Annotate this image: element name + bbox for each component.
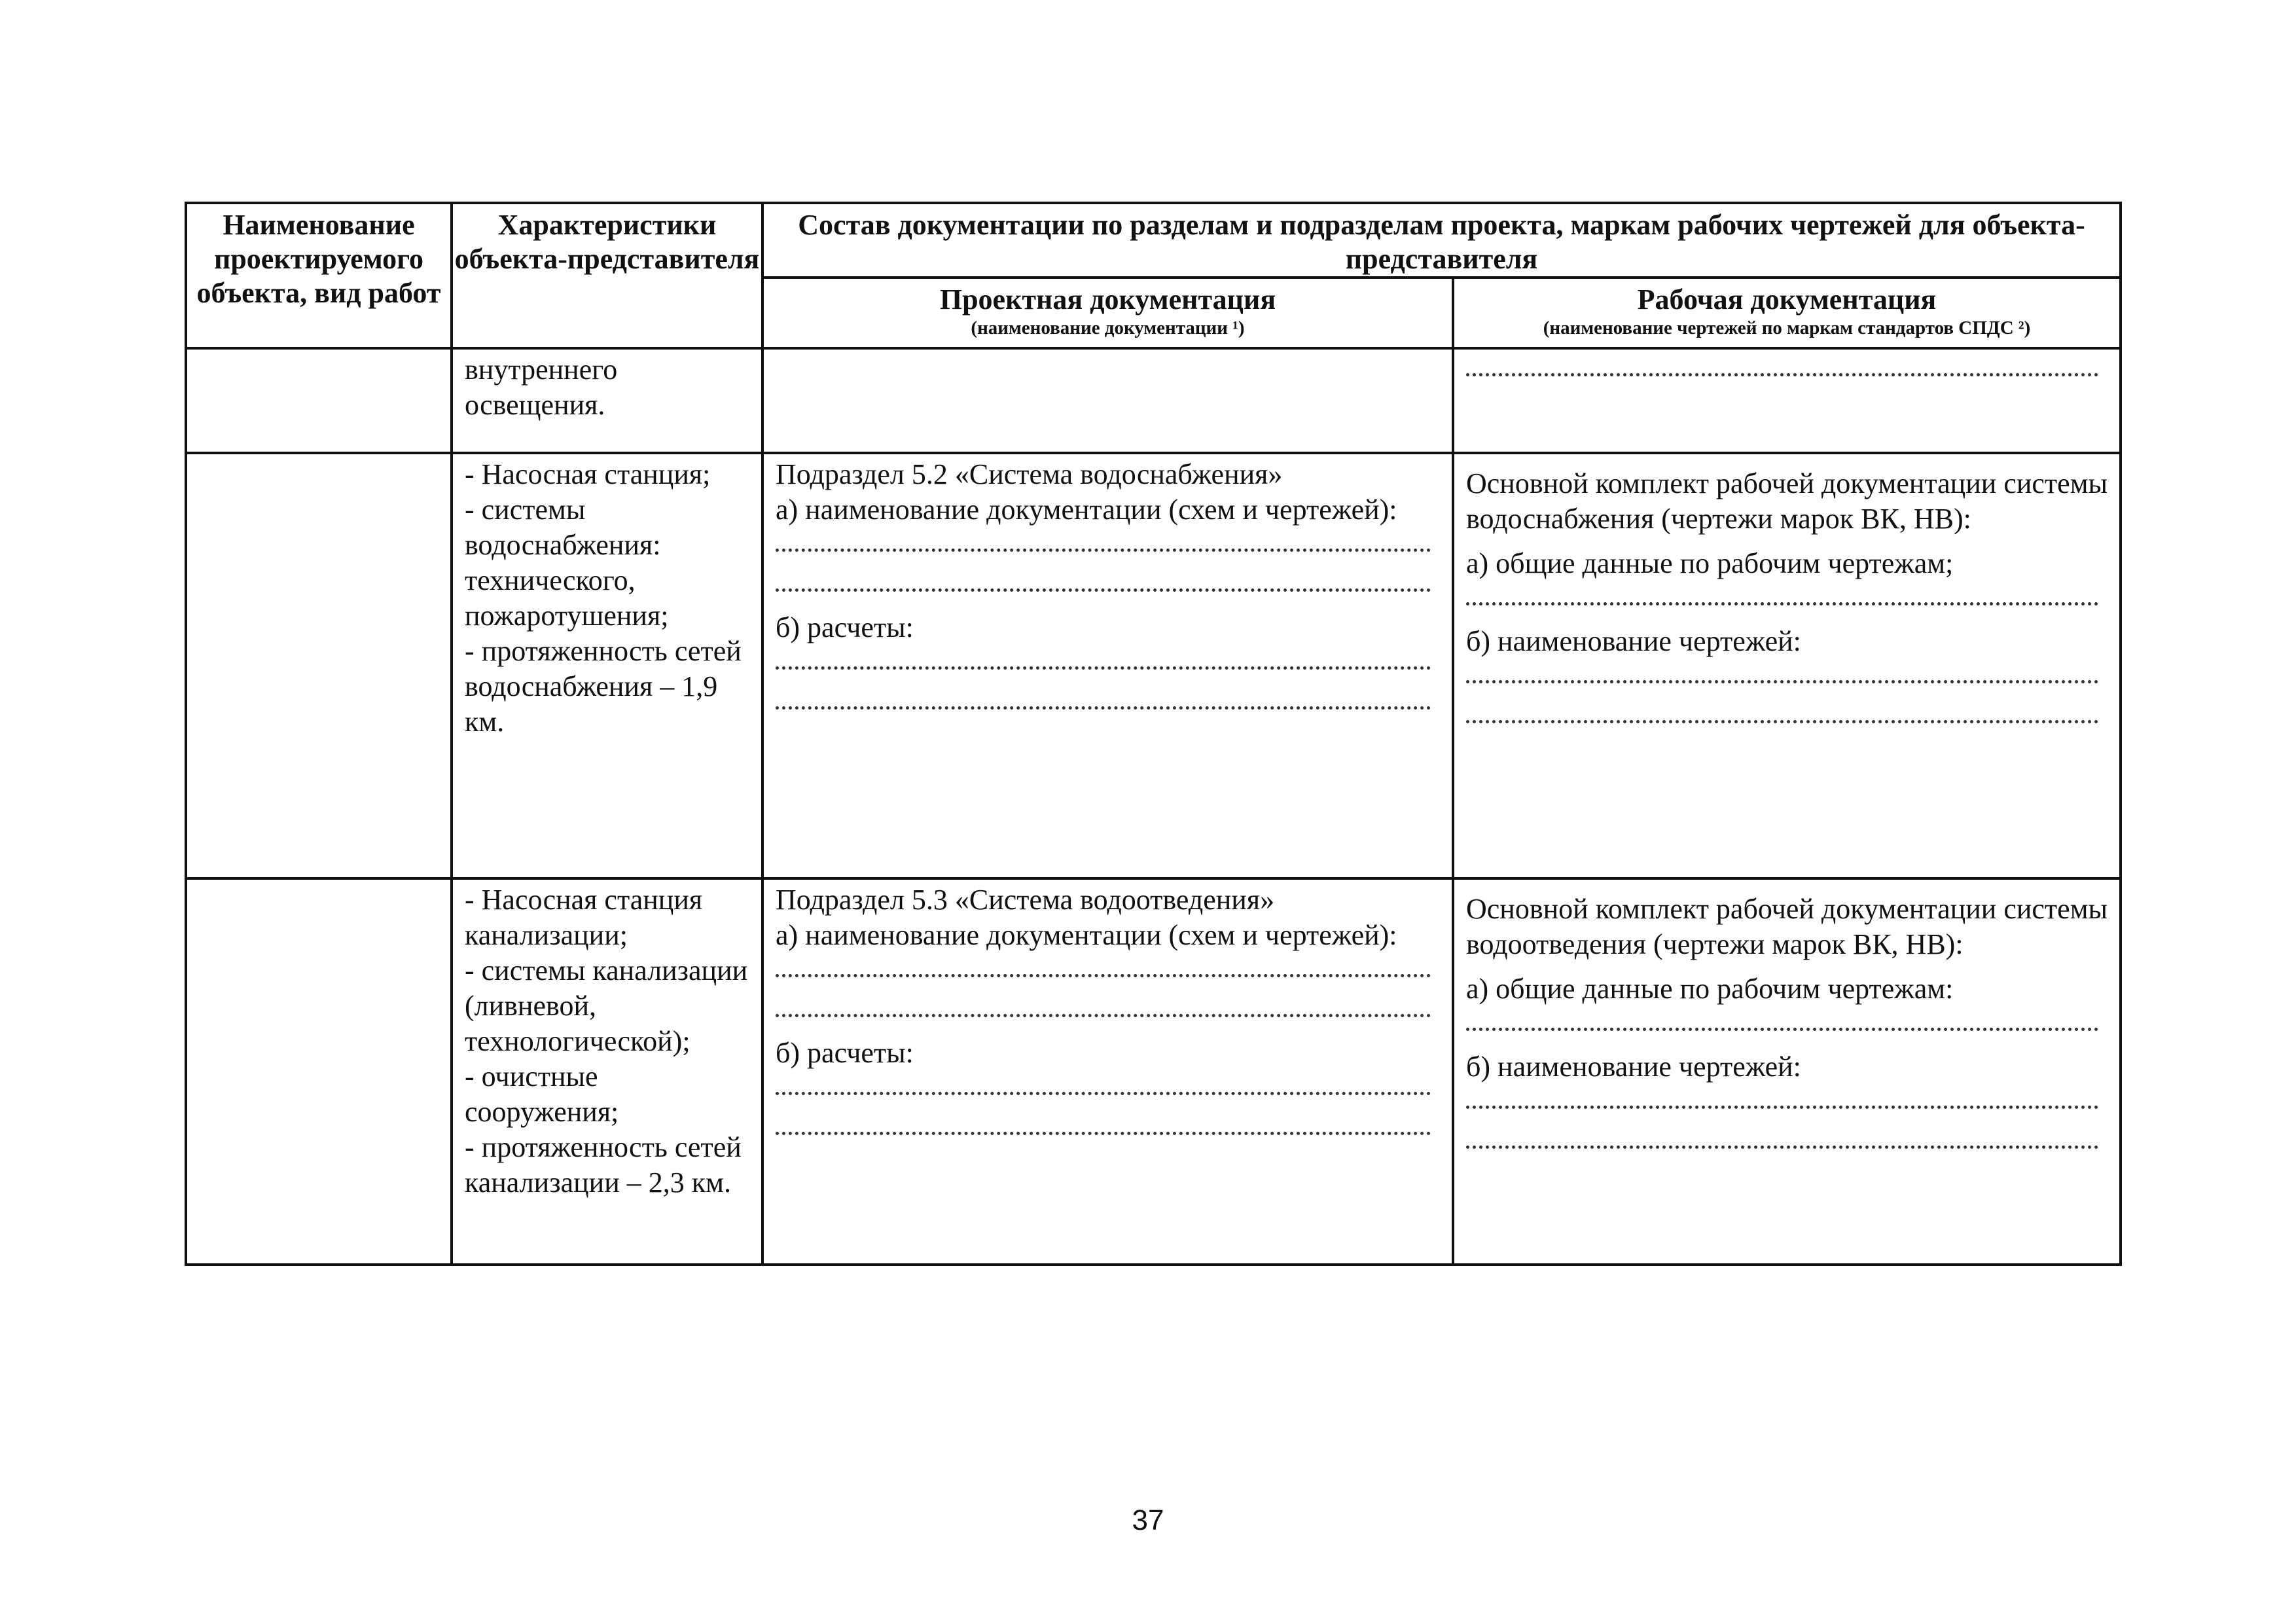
dotted-fill-line	[776, 696, 1431, 710]
project-item-b: б) расчеты:	[776, 611, 914, 643]
dotted-fill-line	[776, 656, 1431, 670]
cell-object-name	[186, 348, 452, 453]
characteristics-line: технического,	[465, 564, 636, 596]
header-characteristics-text: Характеристики объекта-представителя	[454, 209, 760, 275]
dotted-fill-line	[776, 1003, 1431, 1017]
cell-characteristics	[452, 453, 762, 878]
characteristics-line: - протяженность сетей водоснабжения – 1,9 км.	[465, 635, 742, 738]
header-documentation-group-text: Состав документации по разделам и подразделам проекта, маркам рабочих чертежей для объекта-представителя	[798, 209, 2085, 275]
header-object-name-text: Наименование проектируемого объекта, вид работ	[196, 209, 441, 309]
dotted-fill-line	[776, 964, 1431, 977]
cell-working-doc	[1453, 348, 2121, 453]
characteristics-line: - протяженность сетей канализации – 2,3 км.	[465, 1131, 742, 1199]
working-item-a: а) общие данные по рабочим чертежам:	[1466, 973, 1954, 1005]
working-item-b: б) наименование чертежей:	[1466, 1051, 1801, 1083]
header-project-doc-note: (наименование документации ¹)	[971, 317, 1245, 338]
working-item-a: а) общие данные по рабочим чертежам;	[1466, 547, 1954, 579]
table-row	[186, 878, 2121, 1265]
dotted-fill-line	[776, 578, 1431, 592]
dotted-fill-line	[1466, 710, 2098, 723]
dotted-fill-line	[1466, 670, 2098, 683]
characteristics-line: - очистные сооружения;	[465, 1060, 619, 1128]
project-item-a: а) наименование документации (схем и чертежей):	[776, 919, 1397, 951]
header-characteristics	[452, 203, 762, 348]
cell-project-doc	[762, 878, 1453, 1265]
header-project-documentation	[762, 278, 1453, 348]
project-subsection-title: Подраздел 5.3 «Система водоотведения»	[776, 884, 1275, 916]
working-item-b: б) наименование чертежей:	[1466, 625, 1801, 657]
header-object-name	[186, 203, 452, 348]
cell-object-name	[186, 878, 452, 1265]
table-row	[186, 348, 2121, 453]
project-subsection-title: Подраздел 5.2 «Система водоснабжения»	[776, 458, 1283, 490]
header-working-doc-note: (наименование чертежей по маркам стандартов СПДС ²)	[1543, 317, 2031, 338]
characteristics-line: - системы водоснабжения:	[465, 494, 661, 561]
cell-project-doc	[762, 453, 1453, 878]
working-set-title: Основной комплект рабочей документации системы водоотведения (чертежи марок ВК, НВ):	[1466, 893, 2108, 960]
dotted-fill-line	[776, 538, 1431, 552]
characteristics-line: - системы канализации (ливневой, технологической);	[465, 954, 748, 1057]
cell-project-doc	[762, 348, 1453, 453]
cell-object-name	[186, 453, 452, 878]
project-item-a: а) наименование документации (схем и чертежей):	[776, 494, 1397, 526]
characteristics-line: пожаротушения;	[465, 600, 669, 632]
working-set-title: Основной комплект рабочей документации системы водоснабжения (чертежи марок ВК, НВ):	[1466, 467, 2108, 535]
characteristics-line: - Насосная станция;	[465, 458, 711, 490]
dotted-fill-line	[1466, 1017, 2098, 1031]
cell-working-doc	[1453, 453, 2121, 878]
header-documentation-group	[762, 203, 2121, 278]
dotted-fill-line	[776, 1121, 1431, 1135]
page-number: 37	[1132, 1504, 1164, 1536]
cell-characteristics	[452, 348, 762, 453]
project-item-b: б) расчеты:	[776, 1037, 914, 1069]
characteristics-text: внутреннего освещения.	[465, 353, 618, 421]
dotted-fill-line	[1466, 592, 2098, 605]
header-working-documentation	[1453, 278, 2121, 348]
cell-characteristics	[452, 878, 762, 1265]
header-project-doc-title: Проектная документация	[939, 283, 1276, 316]
documentation-table	[185, 202, 2122, 1266]
dotted-fill-line	[1466, 363, 2098, 376]
dotted-fill-line	[1466, 1095, 2098, 1109]
dotted-fill-line	[1466, 1135, 2098, 1149]
dotted-fill-line	[776, 1081, 1431, 1095]
table-row	[186, 453, 2121, 878]
cell-working-doc	[1453, 878, 2121, 1265]
header-working-doc-title: Рабочая документация	[1637, 283, 1937, 316]
characteristics-line: - Насосная станция канализации;	[465, 884, 703, 951]
